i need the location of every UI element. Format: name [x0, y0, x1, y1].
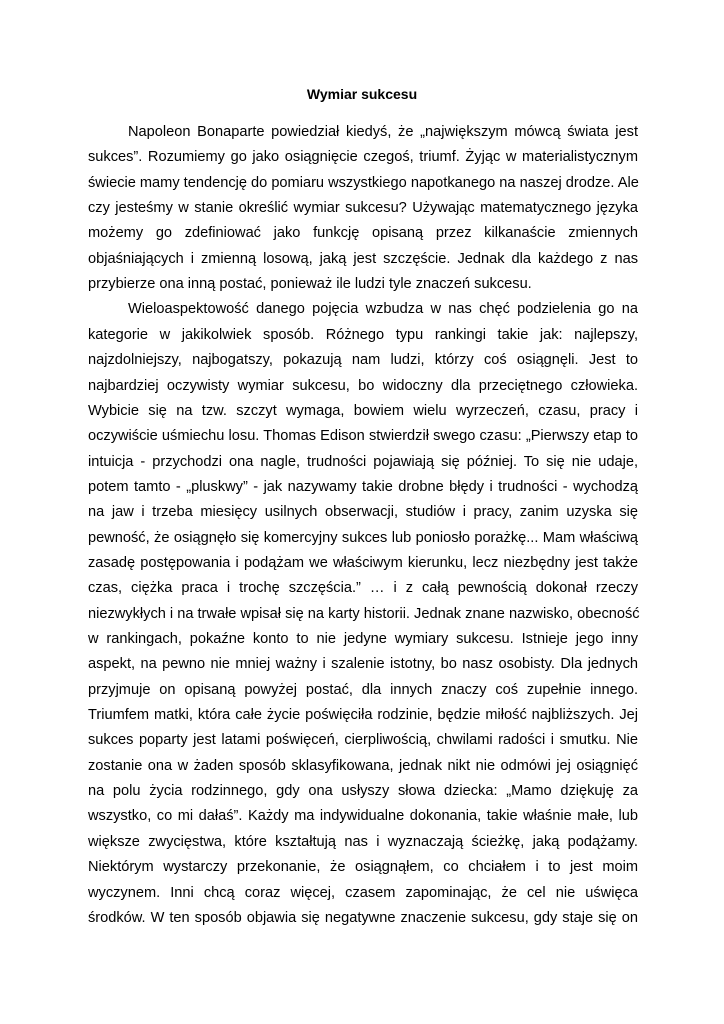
text-line: środków. W ten sposób objawia się negatywne znaczenie sukcesu, gdy staje się on	[88, 910, 638, 926]
text-line: potem tamto - „pluskwy” - jak nazywamy takie drobne błędy i trudności - wychodzą	[88, 479, 638, 495]
text-line: objaśniających i zmienną losową, jaką jest szczęście. Jednak dla każdego z nas	[88, 251, 638, 267]
text-line: najzdolniejszy, najbogatszy, pokazują nam ludzi, którzy coś osiągnęli. Jest to	[88, 352, 638, 368]
text-line: niezwykłych i na trwałe wpisał się na karty historii. Jednak znane nazwisko, obecność	[88, 606, 640, 622]
text-line: wyczynem. Inni chcą coraz więcej, czasem zapominając, że cel nie uświęca	[88, 885, 638, 901]
text-line: zasadę postępowania i podążam we właściwym kierunku, lecz niezbędny jest także	[88, 555, 638, 571]
text-line: zostanie ona w żaden sposób sklasyfikowana, jednak nikt nie odmówi jej osiągnięć	[88, 758, 638, 774]
text-line: świecie mamy tendencję do pomiaru wszystkiego napotkanego na naszej drodze. Ale	[88, 175, 639, 191]
text-line: pewność, że osiągnęło się komercyjny sukces lub poniosło porażkę... Mam właściwą	[88, 530, 638, 546]
text-line: najbardziej oczywisty wymiar sukcesu, bo widoczny dla przeciętnego człowieka.	[88, 378, 638, 394]
text-line: czas, ciężka praca i trochę szczęścia.” … i z całą pewnością dokonał rzeczy	[88, 580, 638, 596]
text-line: przybierze ona inną postać, ponieważ ile ludzi tyle znaczeń sukcesu.	[88, 276, 532, 292]
text-line: aspekt, na pewno nie mniej ważny i szalenie istotny, bo nasz osobisty. Dla jednych	[88, 656, 638, 672]
text-line: wszystko, co mi dałaś”. Każdy ma indywidualne dokonania, takie właśnie małe, lub	[88, 808, 638, 824]
text-line: sukces”. Rozumiemy go jako osiągnięcie czegoś, triumf. Żyjąc w materialistycznym	[88, 149, 638, 165]
document-title: Wymiar sukcesu	[306, 86, 418, 102]
text-line: intuicja - przychodzi ona nagle, trudności pojawiają się później. To się nie udaje,	[88, 454, 638, 470]
text-line: możemy go zdefiniować jako funkcję opisaną przez kilkanaście zmiennych	[88, 225, 638, 241]
text-line: oczywiście uśmiechu losu. Thomas Edison stwierdził swego czasu: „Pierwszy etap to	[88, 428, 638, 444]
text-line: Triumfem matki, która całe życie poświęciła rodzinie, będzie miłość najbliższych. Jej	[88, 707, 638, 723]
text-line: Napoleon Bonaparte powiedział kiedyś, że „największym mówcą świata jest	[128, 124, 638, 140]
text-line: sukces poparty jest latami poświęceń, cierpliwością, chwilami radości i smutku. Nie	[88, 732, 638, 748]
text-line: na jaw i trzeba miesięcy usilnych obserwacji, studiów i pracy, zanim uzyska się	[88, 504, 638, 520]
text-line: na polu życia rodzinnego, gdy ona usłyszy słowa dziecka: „Mamo dziękuję za	[88, 783, 638, 799]
text-line: Niektórym wystarczy przekonanie, że osiągnąłem, co chciałem i to jest moim	[88, 859, 638, 875]
text-line: Wybicie się na tzw. szczyt wymaga, bowiem wielu wyrzeczeń, czasu, pracy i	[88, 403, 638, 419]
text-line: Wieloaspektowość danego pojęcia wzbudza w nas chęć podzielenia go na	[128, 301, 638, 317]
text-line: kategorie w jakikolwiek sposób. Różnego typu rankingi takie jak: najlepszy,	[88, 327, 638, 343]
text-line: w rankingach, pokaźne konto to nie jedyne wymiary sukcesu. Istnieje jego inny	[88, 631, 638, 647]
text-line: przyjmuje on opisaną powyżej postać, dla innych znaczy coś zupełnie innego.	[88, 682, 638, 698]
text-line: większe zwycięstwa, które kształtują nas i wyznaczają ścieżkę, jaką podążamy.	[88, 834, 638, 850]
text-line: czy jesteśmy w stanie określić wymiar sukcesu? Używając matematycznego języka	[88, 200, 638, 216]
